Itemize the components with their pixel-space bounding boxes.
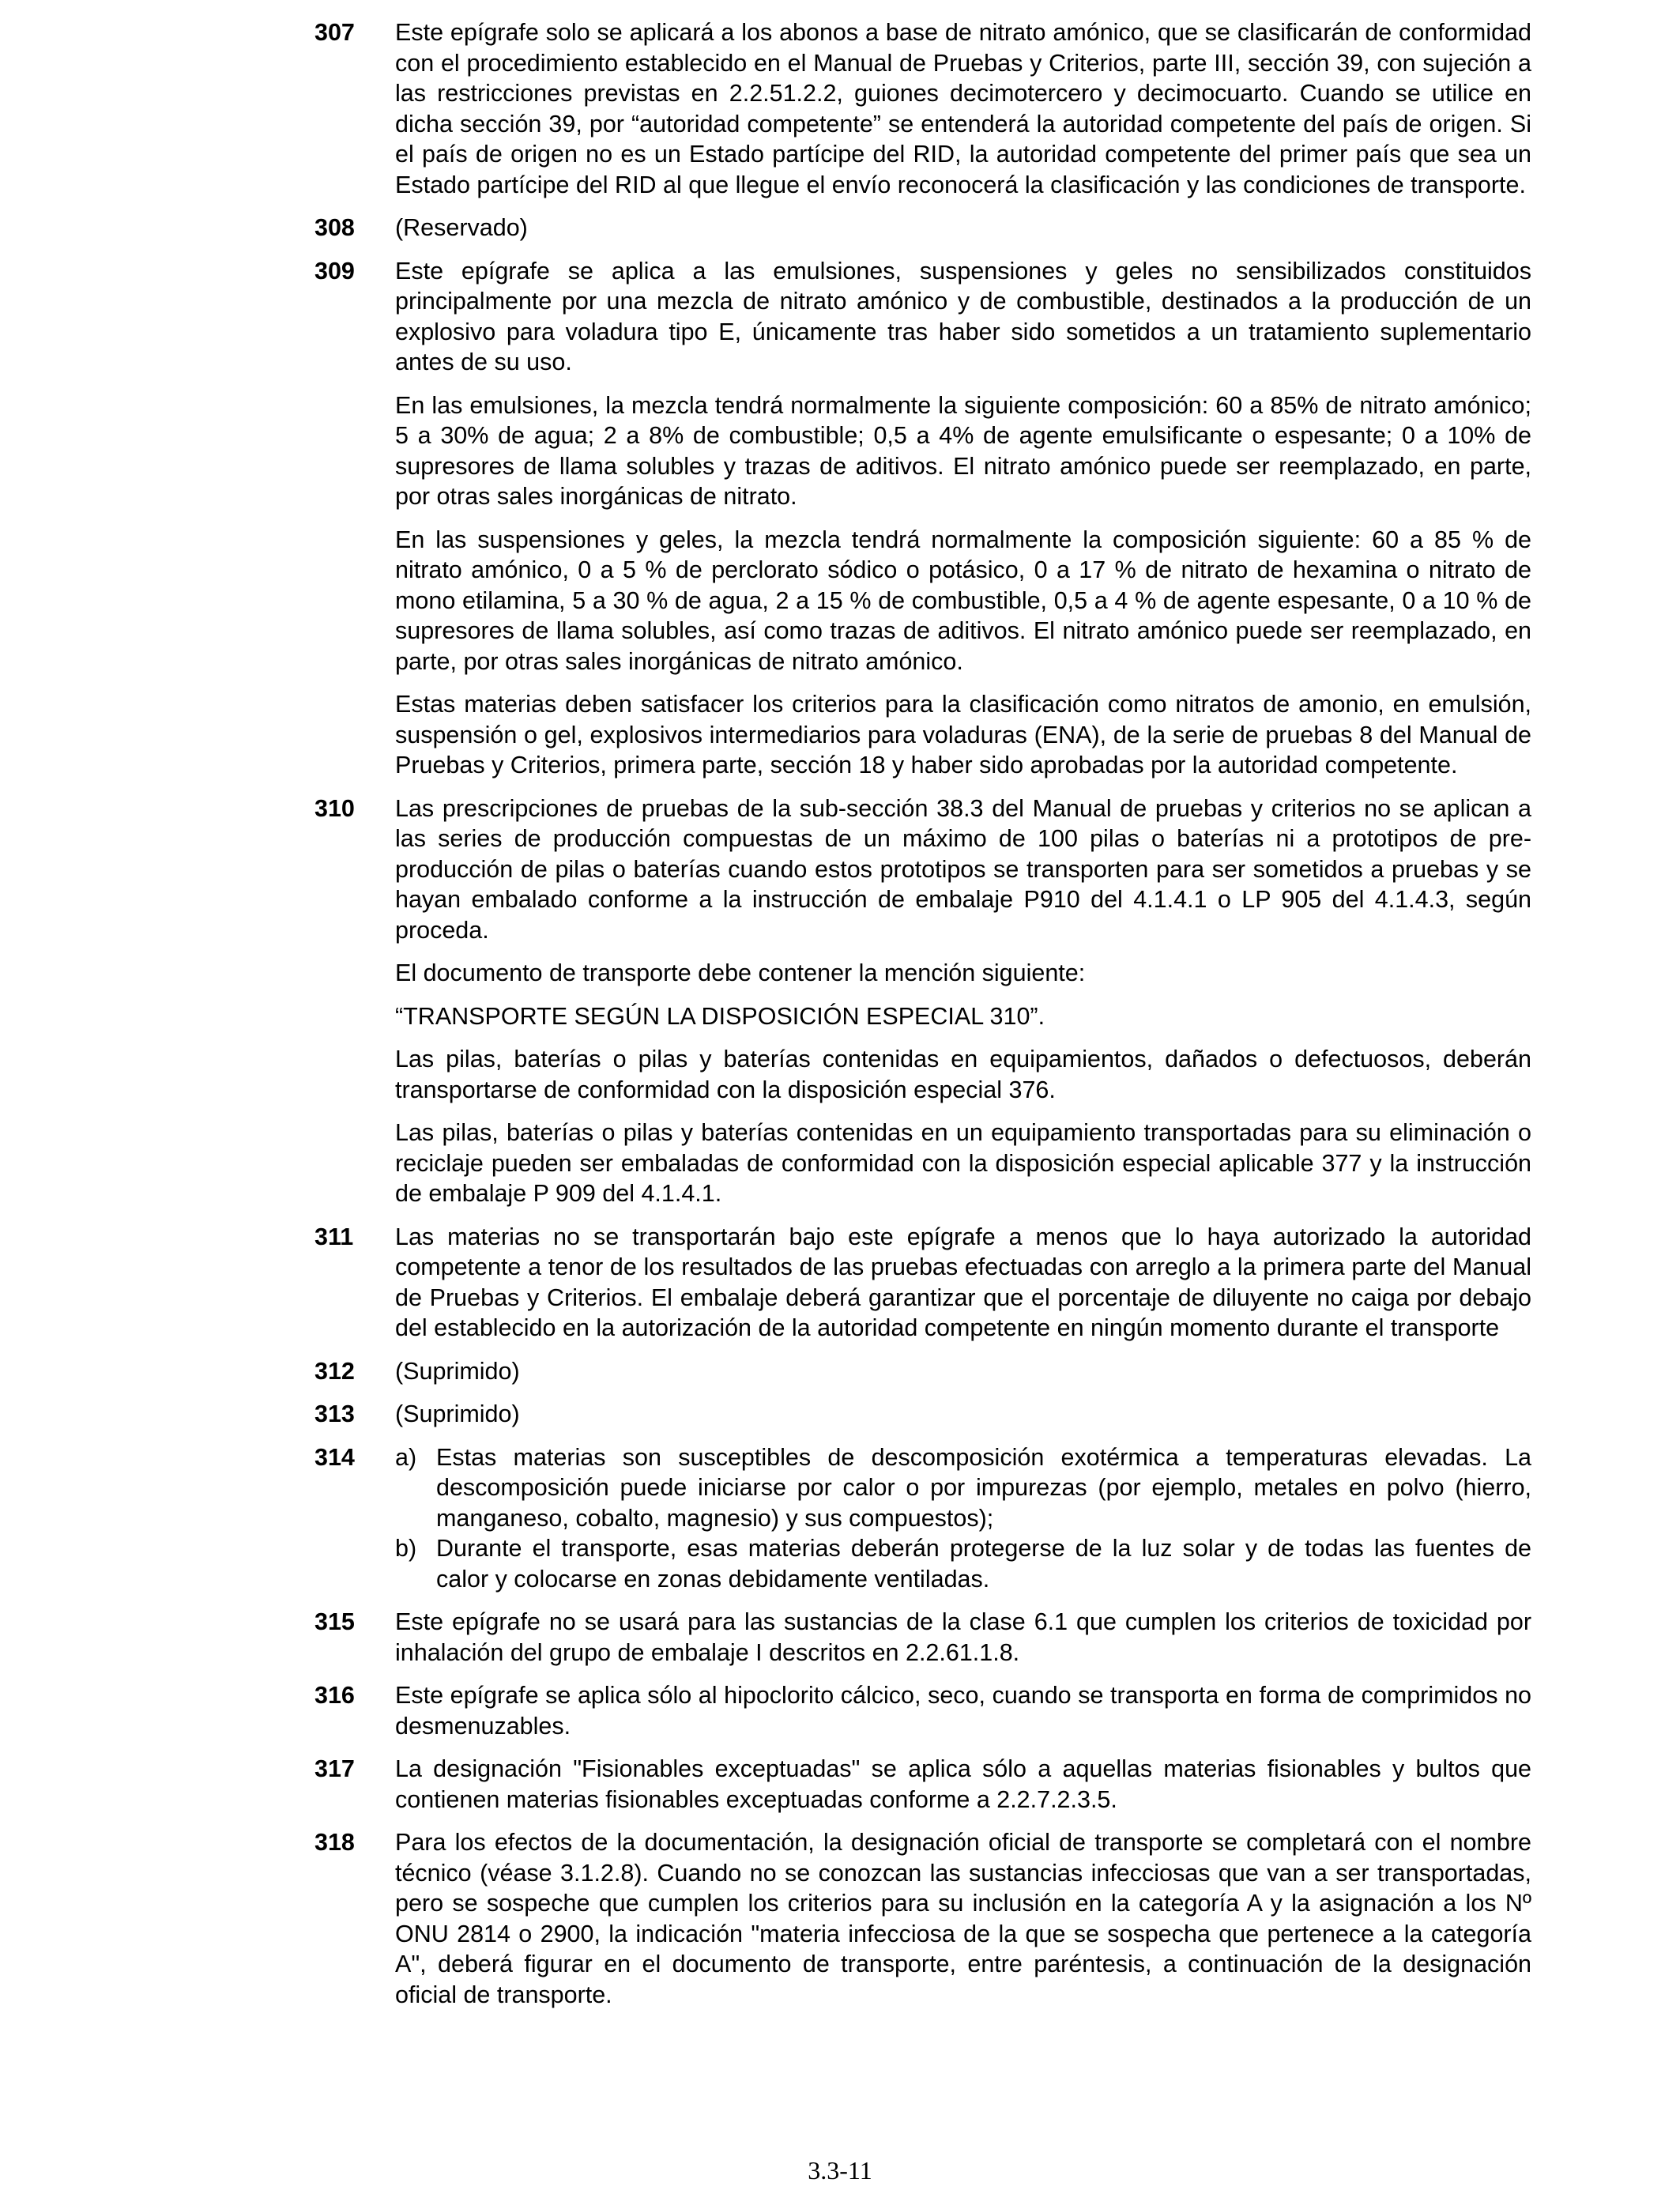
provision-309 bbox=[315, 256, 1531, 781]
page-number: 3.3-11 bbox=[808, 2156, 872, 2185]
provision-body bbox=[395, 1442, 1531, 1595]
provision-number: 307 bbox=[315, 19, 355, 46]
provision-number: 314 bbox=[315, 1443, 355, 1471]
provision-number: 311 bbox=[315, 1223, 354, 1250]
provision-paragraph: Las pilas, baterías o pilas y baterías contenidas en equipamientos, dañados o defectuosos, deberán transportarse de conformidad con la disposición especial 376. bbox=[395, 1046, 1531, 1103]
provision-number: 310 bbox=[315, 794, 355, 822]
provision-paragraph: Este epígrafe no se usará para las sustancias de la clase 6.1 que cumplen los criterios de toxicidad por inhalación del grupo de embalaje I descritos en 2.2.61.1.8. bbox=[395, 1608, 1531, 1666]
provision-number: 316 bbox=[315, 1682, 355, 1709]
provision-paragraph: Para los efectos de la documentación, la designación oficial de transporte se completará con el nombre técnico (véase 3.1.2.8). Cuando no se conozcan las sustancias infecciosas que van a ser transportadas, pero se sospeche que cumplen los criterios para su inclusión en la categoría A y la asignación a los Nº ONU 2814 o 2900, la indicación "materia infecciosa de la que se sospecha que pertenece a la categoría A", deberá figurar en el documento de transporte, entre paréntesis, a continuación de la designación oficial de transporte. bbox=[395, 1829, 1531, 2008]
provision-paragraph: Este epígrafe solo se aplicará a los abonos a base de nitrato amónico, que se clasificarán de conformidad con el procedimiento establecido en el Manual de Pruebas y Criterios, parte III, sección 39, con sujeción a las restricciones previstas en 2.2.51.2.2, guiones decimotercero y decimocuarto. Cuando se utilice en dicha sección 39, por “autoridad competente” se entenderá la autoridad competente del país de origen. Si el país de origen no es un Estado partícipe del RID, la autoridad competente del primer país que sea un Estado partícipe del RID al que llegue el envío reconocerá la clasificación y las condiciones de transporte. bbox=[395, 19, 1531, 198]
provision-body bbox=[395, 1827, 1531, 2010]
provision-number: 312 bbox=[315, 1357, 355, 1385]
provision-body bbox=[395, 1399, 1531, 1430]
provision-313 bbox=[315, 1399, 1531, 1430]
provision-314 bbox=[315, 1442, 1531, 1595]
provision-paragraph: Las prescripciones de pruebas de la sub-sección 38.3 del Manual de pruebas y criterios no se aplican a las series de producción compuestas de un máximo de 100 pilas o baterías ni a prototipos de pre-producción de pilas o baterías cuando estos prototipos se transporten para ser sometidos a pruebas y se hayan embalado conforme a la instrucción de embalaje P910 del 4.1.4.1 o LP 905 del 4.1.4.3, según proceda. bbox=[395, 794, 1531, 944]
provision-number: 308 bbox=[315, 214, 355, 241]
provision-body bbox=[395, 256, 1531, 781]
provision-paragraph: Las materias no se transportarán bajo este epígrafe a menos que lo haya autorizado la autoridad competente a tenor de los resultados de las pruebas efectuadas con arreglo a la primera parte del Manual de Pruebas y Criterios. El embalaje deberá garantizar que el porcentaje de diluyente no caiga por debajo del establecido en la autorización de la autoridad competente en ningún momento durante el transporte bbox=[395, 1223, 1531, 1341]
provision-body bbox=[395, 794, 1531, 1209]
provision-paragraph: La designación "Fisionables exceptuadas" se aplica sólo a aquellas materias fisionables y bultos que contienen materias fisionables exceptuadas conforme a 2.2.7.2.3.5. bbox=[395, 1755, 1531, 1813]
provision-number: 309 bbox=[315, 257, 355, 285]
provision-317 bbox=[315, 1754, 1531, 1815]
provision-paragraph: El documento de transporte debe contener la mención siguiente: bbox=[395, 959, 1086, 986]
provision-307 bbox=[315, 17, 1531, 200]
provision-paragraph: En las emulsiones, la mezcla tendrá normalmente la siguiente composición: 60 a 85% de nitrato amónico; 5 a 30% de agua; 2 a 8% de combustible; 0,5 a 4% de agente emulsificante o espesante; 0 a 10% de supresores de llama solubles y trazas de aditivos. El nitrato amónico puede ser reemplazado, en parte, por otras sales inorgánicas de nitrato. bbox=[395, 391, 1531, 510]
provision-item-list bbox=[395, 1442, 1531, 1595]
provision-paragraph: En las suspensiones y geles, la mezcla tendrá normalmente la composición siguiente: 60 a 85 % de nitrato amónico, 0 a 5 % de perclorato sódico o potásico, 0 a 17 % de nitrato de hexamina o nitrato de mono etilamina, 5 a 30 % de agua, 2 a 15 % de combustible, 0,5 a 4 % de agente espesante, 0 a 10 % de supresores de llama solubles, así como trazas de aditivos. El nitrato amónico puede ser reemplazado, en parte, por otras sales inorgánicas de nitrato amónico. bbox=[395, 526, 1531, 675]
provision-number: 318 bbox=[315, 1829, 355, 1856]
provision-315 bbox=[315, 1607, 1531, 1668]
provision-body bbox=[395, 17, 1531, 200]
provision-paragraph: (Suprimido) bbox=[395, 1400, 520, 1427]
provision-paragraph: (Reservado) bbox=[395, 214, 528, 241]
provision-body bbox=[395, 1754, 1531, 1815]
provision-body bbox=[395, 213, 1531, 243]
provision-paragraph: Las pilas, baterías o pilas y baterías contenidas en un equipamiento transportadas para su eliminación o reciclaje pueden ser embaladas de conformidad con la disposición especial aplicable 377 y la instrucción de embalaje P 909 del 4.1.4.1. bbox=[395, 1119, 1531, 1207]
list-item-text: Durante el transporte, esas materias deberán protegerse de la luz solar y de todas las fuentes de calor y colocarse en zonas debidamente ventiladas. bbox=[436, 1535, 1531, 1593]
provision-body bbox=[395, 1356, 1531, 1387]
provision-316 bbox=[315, 1680, 1531, 1741]
provision-number: 313 bbox=[315, 1400, 355, 1427]
provision-318 bbox=[315, 1827, 1531, 2010]
provision-paragraph: “TRANSPORTE SEGÚN LA DISPOSICIÓN ESPECIAL 310”. bbox=[395, 1002, 1045, 1030]
provision-paragraph: (Suprimido) bbox=[395, 1357, 520, 1385]
provision-308 bbox=[315, 213, 1531, 243]
provision-310 bbox=[315, 794, 1531, 1209]
provision-number: 317 bbox=[315, 1755, 355, 1782]
list-item bbox=[395, 1533, 1531, 1594]
special-provisions-list bbox=[315, 17, 1531, 2010]
provision-body bbox=[395, 1680, 1531, 1741]
provision-body bbox=[395, 1607, 1531, 1668]
provision-paragraph: Este epígrafe se aplica a las emulsiones, suspensiones y geles no sensibilizados constituidos principalmente por una mezcla de nitrato amónico y de combustible, destinados a la producción de un explosivo para voladura tipo E, únicamente tras haber sido sometidos a un tratamiento suplementario antes de su uso. bbox=[395, 257, 1531, 375]
list-item-label: a) bbox=[395, 1443, 417, 1471]
provision-body bbox=[395, 1222, 1531, 1344]
list-item-label: b) bbox=[395, 1535, 417, 1562]
provision-311 bbox=[315, 1222, 1531, 1344]
list-item-text: Estas materias son susceptibles de descomposición exotérmica a temperaturas elevadas. La descomposición puede iniciarse por calor o por impurezas (por ejemplo, metales en polvo (hierro, manganeso, cobalto, magnesio) y sus compuestos); bbox=[436, 1443, 1531, 1532]
provision-paragraph: Este epígrafe se aplica sólo al hipoclorito cálcico, seco, cuando se transporta en forma de comprimidos no desmenuzables. bbox=[395, 1682, 1531, 1740]
provision-312 bbox=[315, 1356, 1531, 1387]
provision-paragraph: Estas materias deben satisfacer los criterios para la clasificación como nitratos de amonio, en emulsión, suspensión o gel, explosivos intermediarios para voladuras (ENA), de la serie de pruebas 8 del Manual de Pruebas y Criterios, primera parte, sección 18 y haber sido aprobadas por la autoridad competente. bbox=[395, 691, 1531, 778]
list-item bbox=[395, 1442, 1531, 1534]
provision-number: 315 bbox=[315, 1608, 355, 1635]
